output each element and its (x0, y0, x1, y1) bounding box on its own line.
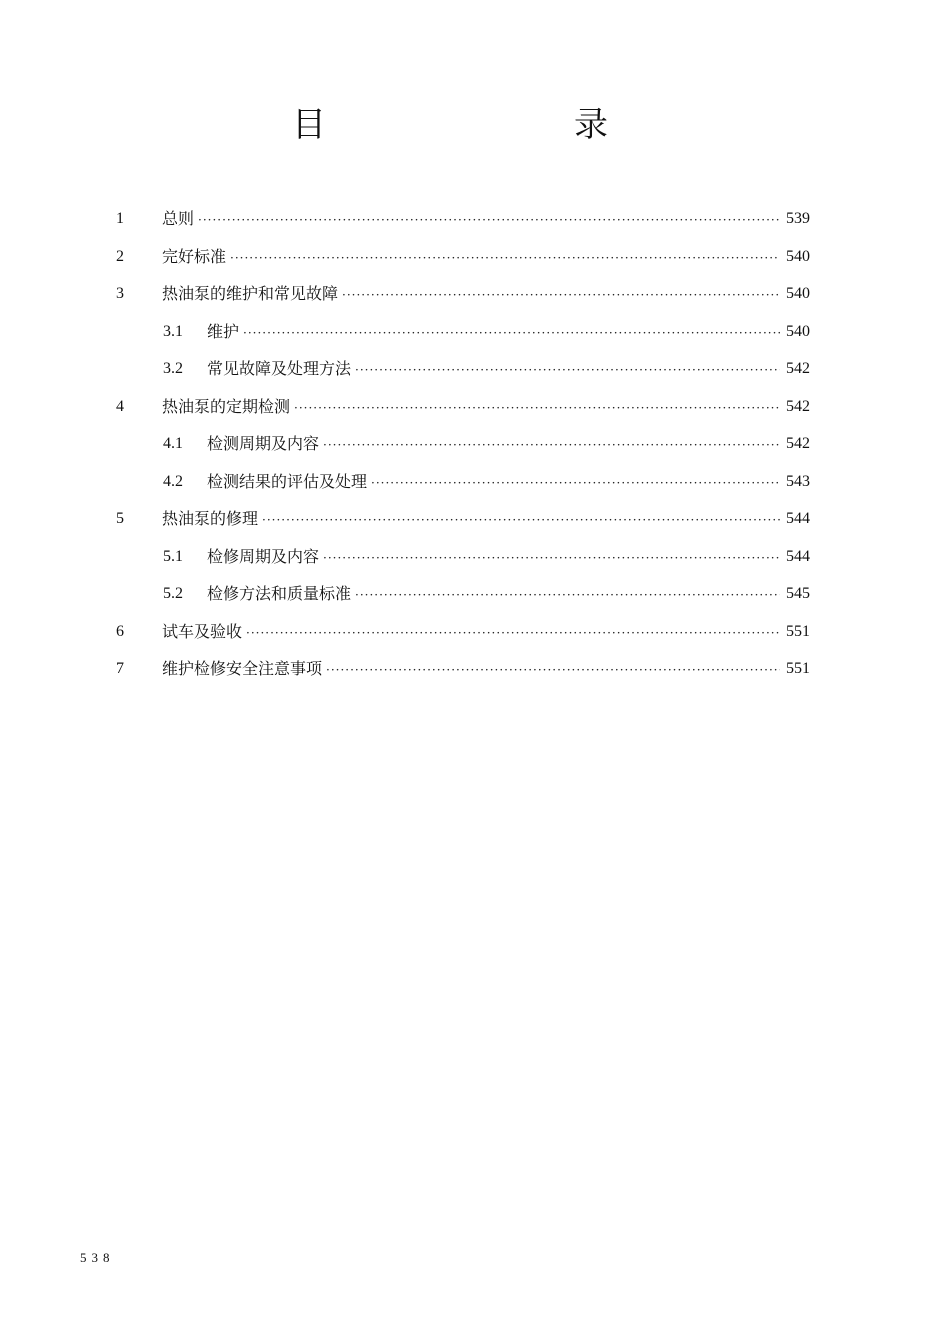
toc-leader-dots (371, 465, 810, 503)
toc-leader-dots (246, 615, 810, 653)
toc-entry-page: 540 (780, 313, 810, 351)
toc-entry-label: 常见故障及处理方法 (207, 359, 352, 378)
toc-entry-label: 检修周期及内容 (207, 546, 320, 566)
toc-entry[interactable] (0, 650, 950, 688)
page-number: 538 (80, 1250, 115, 1265)
toc-entry[interactable] (0, 238, 950, 276)
toc-entry[interactable] (0, 200, 950, 238)
toc-entry[interactable] (0, 613, 950, 651)
toc-leader-dots (243, 315, 810, 353)
toc-entry-page: 544 (780, 500, 810, 538)
toc-entry-number: 7 (116, 660, 124, 677)
toc-entry-label: 总则 (162, 209, 195, 228)
title-char-left: 目 (292, 105, 326, 145)
toc-entry-page: 542 (780, 425, 810, 463)
toc-entry-number: 2 (116, 247, 124, 265)
toc-leader-dots (262, 502, 810, 540)
toc-subentry[interactable] (0, 575, 950, 613)
toc-entry-page: 542 (780, 350, 810, 388)
toc-subentry[interactable] (0, 463, 950, 501)
toc-title (0, 100, 950, 150)
toc-entry-page: 551 (780, 650, 810, 688)
toc-subentry[interactable] (0, 313, 950, 351)
toc-leader-dots (230, 240, 810, 278)
toc-entry-page: 539 (780, 200, 810, 238)
toc-entry-label: 试车及验收 (162, 621, 243, 641)
toc-leader-dots (323, 427, 810, 465)
toc-entry-number: 4.2 (163, 472, 183, 490)
toc-subentry[interactable] (0, 425, 950, 463)
toc-entry-label: 检测结果的评估及处理 (207, 471, 368, 491)
toc-leader-dots (355, 352, 810, 390)
toc-entry-label: 检测周期及内容 (207, 434, 320, 453)
toc-entry[interactable] (0, 500, 950, 538)
toc-leader-dots (294, 390, 810, 428)
toc-entry-page: 543 (780, 463, 810, 501)
toc-leader-dots (355, 577, 810, 615)
toc-entry-number: 3 (116, 285, 124, 302)
toc-subentry[interactable] (0, 350, 950, 388)
toc-entry[interactable] (0, 275, 950, 313)
toc-entry-number: 5.1 (163, 547, 183, 565)
toc-entry-page: 545 (780, 575, 810, 613)
table-of-contents (0, 200, 950, 688)
toc-entry-number: 5 (116, 510, 124, 527)
toc-entry-label: 维护检修安全注意事项 (162, 659, 323, 678)
toc-leader-dots (323, 540, 810, 578)
toc-entry-label: 完好标准 (162, 246, 227, 266)
toc-entry-number: 3.2 (163, 360, 183, 377)
toc-entry-label: 维护 (207, 321, 240, 341)
toc-entry-page: 542 (780, 388, 810, 426)
toc-entry-page: 551 (780, 613, 810, 651)
toc-entry-label: 检修方法和质量标准 (207, 584, 352, 603)
toc-entry-number: 6 (116, 622, 124, 640)
toc-entry-number: 5.2 (163, 585, 183, 602)
toc-entry-number: 3.1 (163, 322, 183, 340)
toc-entry-label: 热油泵的维护和常见故障 (162, 284, 339, 303)
toc-entry-page: 540 (780, 238, 810, 276)
toc-entry-number: 1 (116, 210, 124, 227)
toc-entry-label: 热油泵的修理 (162, 509, 259, 528)
toc-entry[interactable] (0, 388, 950, 426)
toc-entry-page: 540 (780, 275, 810, 313)
toc-subentry[interactable] (0, 538, 950, 576)
toc-entry-label: 热油泵的定期检测 (162, 396, 291, 416)
title-char-right: 录 (574, 105, 608, 145)
toc-entry-number: 4 (116, 397, 124, 415)
toc-entry-page: 544 (780, 538, 810, 576)
toc-leader-dots (342, 277, 810, 315)
toc-leader-dots (198, 202, 810, 240)
toc-entry-number: 4.1 (163, 435, 183, 452)
toc-leader-dots (326, 652, 810, 690)
